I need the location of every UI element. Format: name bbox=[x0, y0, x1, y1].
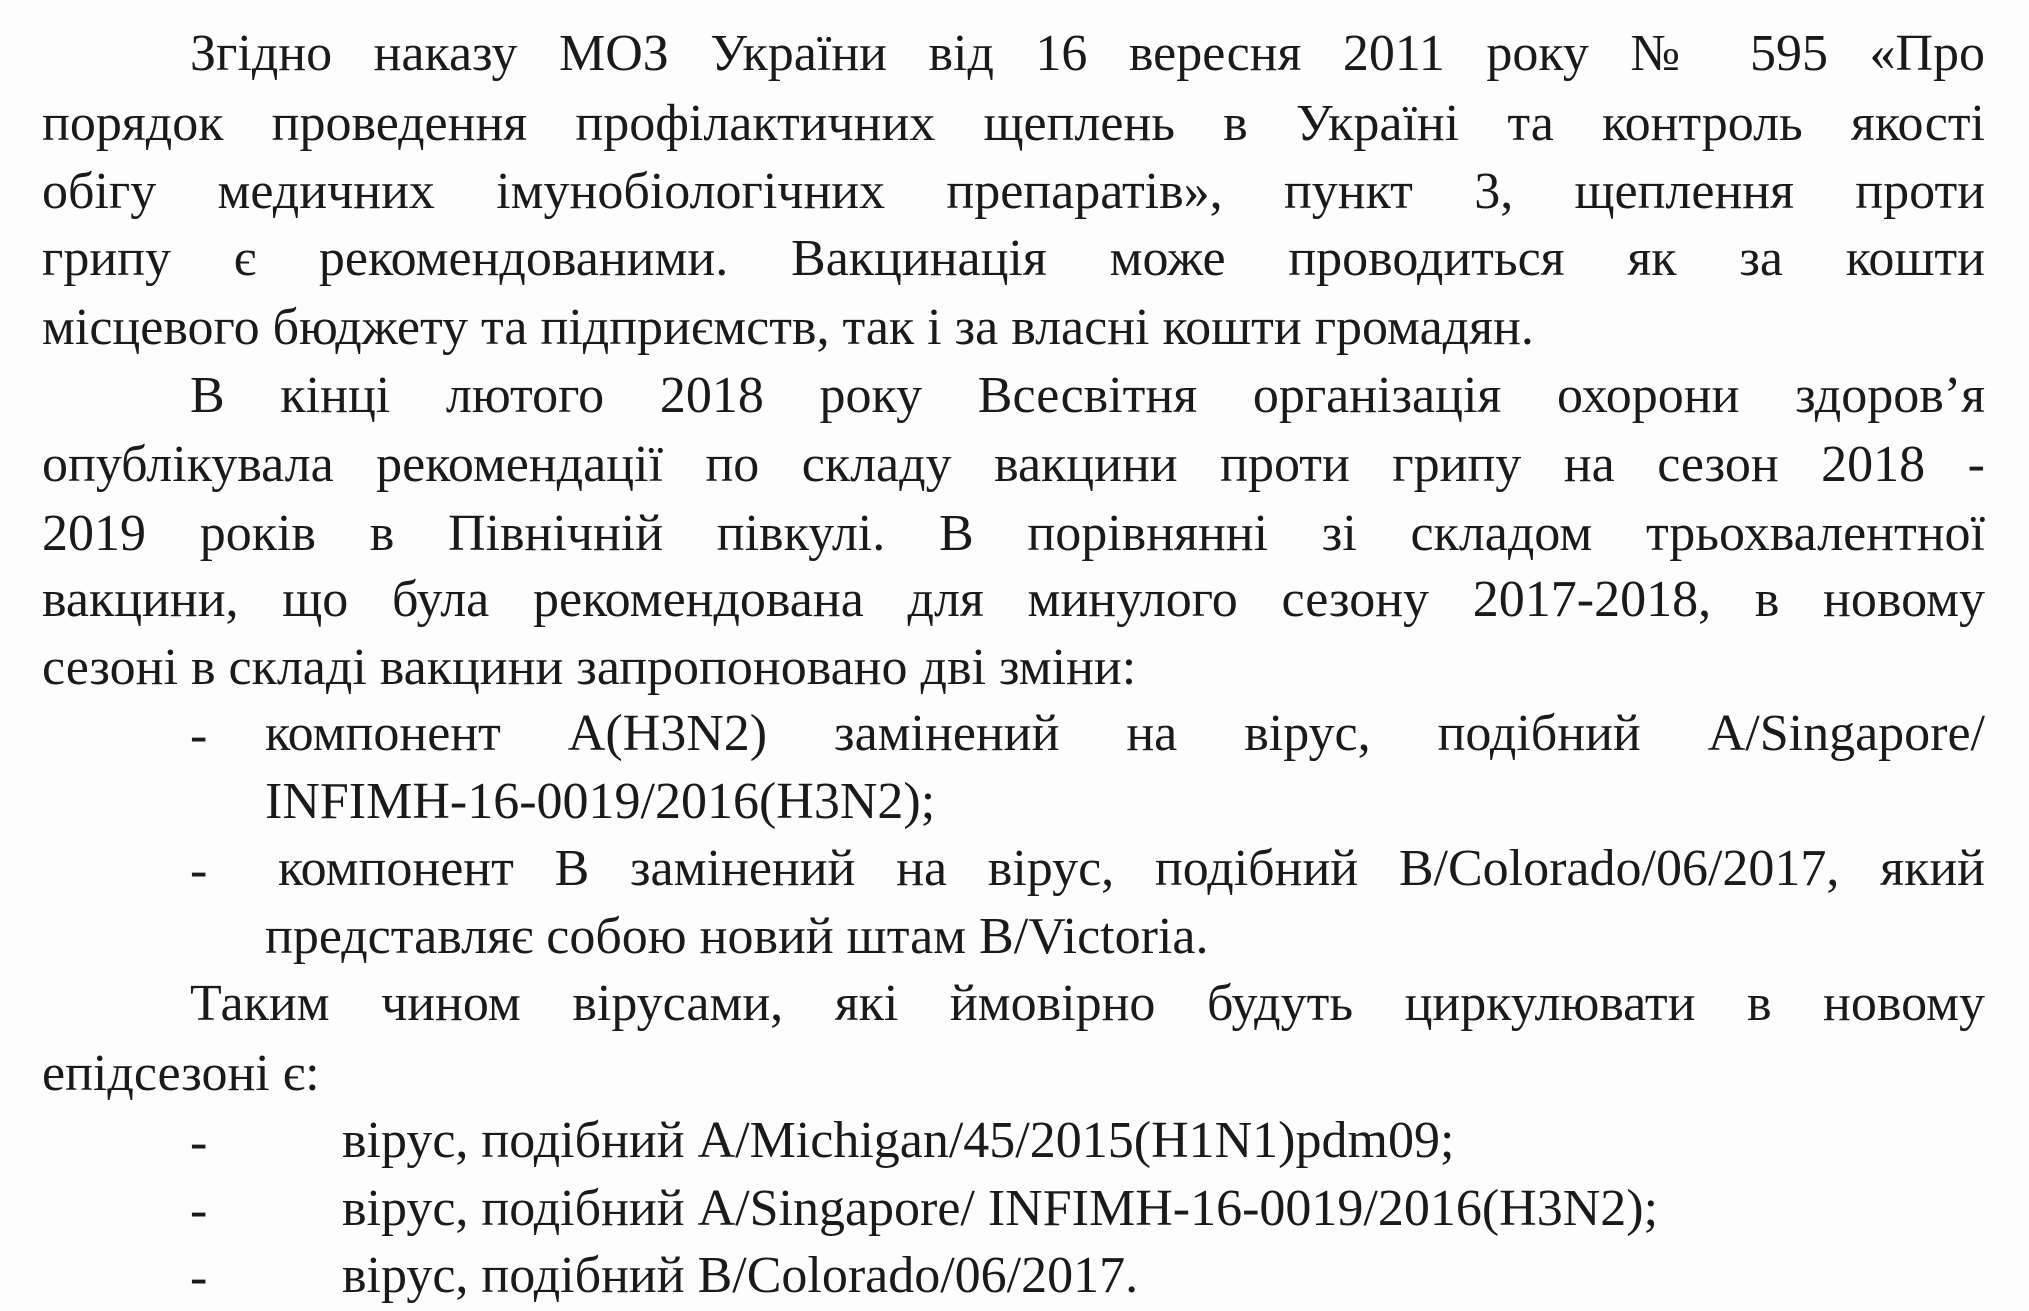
paragraph-3-line-2: епідсезоні є: bbox=[42, 1045, 320, 1102]
virus-item-text: вірус, подібний A/Michigan/45/2015(H1N1)pdm09; bbox=[342, 1112, 1455, 1169]
virus-item-text: вірус, подібний B/Colorado/06/2017. bbox=[342, 1247, 1139, 1304]
list-dash-marker: - bbox=[190, 1182, 208, 1239]
changes-item-2-line-1: компонент В замінений на вірус, подібний B/Colorado/06/2017, який bbox=[278, 840, 1985, 897]
paragraph-2-line-3: 2019 років в Північній півкулі. В порівнянні зі складом трьохвалентної bbox=[42, 505, 1985, 562]
changes-item-1-line-2: INFIMH-16-0019/2016(H3N2); bbox=[265, 773, 936, 830]
list-dash-marker: - bbox=[190, 842, 208, 899]
changes-item-2-line-2: представляє собою новий штам B/Victoria. bbox=[265, 908, 1209, 965]
paragraph-2-line-1: В кінці лютого 2018 року Всесвітня організація охорони здоров’я bbox=[190, 367, 1985, 424]
list-dash-marker: - bbox=[190, 707, 208, 764]
list-dash-marker: - bbox=[190, 1249, 208, 1306]
changes-item-1-line-1: компонент А(H3N2) замінений на вірус, подібний A/Singapore/ bbox=[265, 705, 1985, 762]
paragraph-1-line-2: порядок проведення профілактичних щеплень в Україні та контроль якості bbox=[42, 95, 1985, 152]
paragraph-1-line-4: грипу є рекомендованими. Вакцинація може проводиться як за кошти bbox=[42, 230, 1985, 287]
paragraph-2-line-5: сезоні в складі вакцини запропоновано дві зміни: bbox=[42, 639, 1137, 696]
paragraph-1-line-3: обігу медичних імунобіологічних препаратів», пункт 3, щеплення проти bbox=[42, 163, 1985, 220]
list-dash-marker: - bbox=[190, 1114, 208, 1171]
paragraph-2-line-2: опублікувала рекомендації по складу вакцини проти грипу на сезон 2018 - bbox=[42, 436, 1985, 493]
paragraph-2-line-4: вакцини, що була рекомендована для минулого сезону 2017-2018, в новому bbox=[42, 571, 1985, 628]
virus-item-text: вірус, подібний A/Singapore/ INFIMH-16-0019/2016(H3N2); bbox=[342, 1180, 1659, 1237]
paragraph-1-line-5: місцевого бюджету та підприємств, так і за власні кошти громадян. bbox=[42, 299, 1534, 356]
paragraph-1-line-1: Згідно наказу МОЗ України від 16 вересня 2011 року № 595 «Про bbox=[190, 25, 1985, 82]
paragraph-3-line-1: Таким чином вірусами, які ймовірно будуть циркулювати в новому bbox=[190, 975, 1985, 1032]
